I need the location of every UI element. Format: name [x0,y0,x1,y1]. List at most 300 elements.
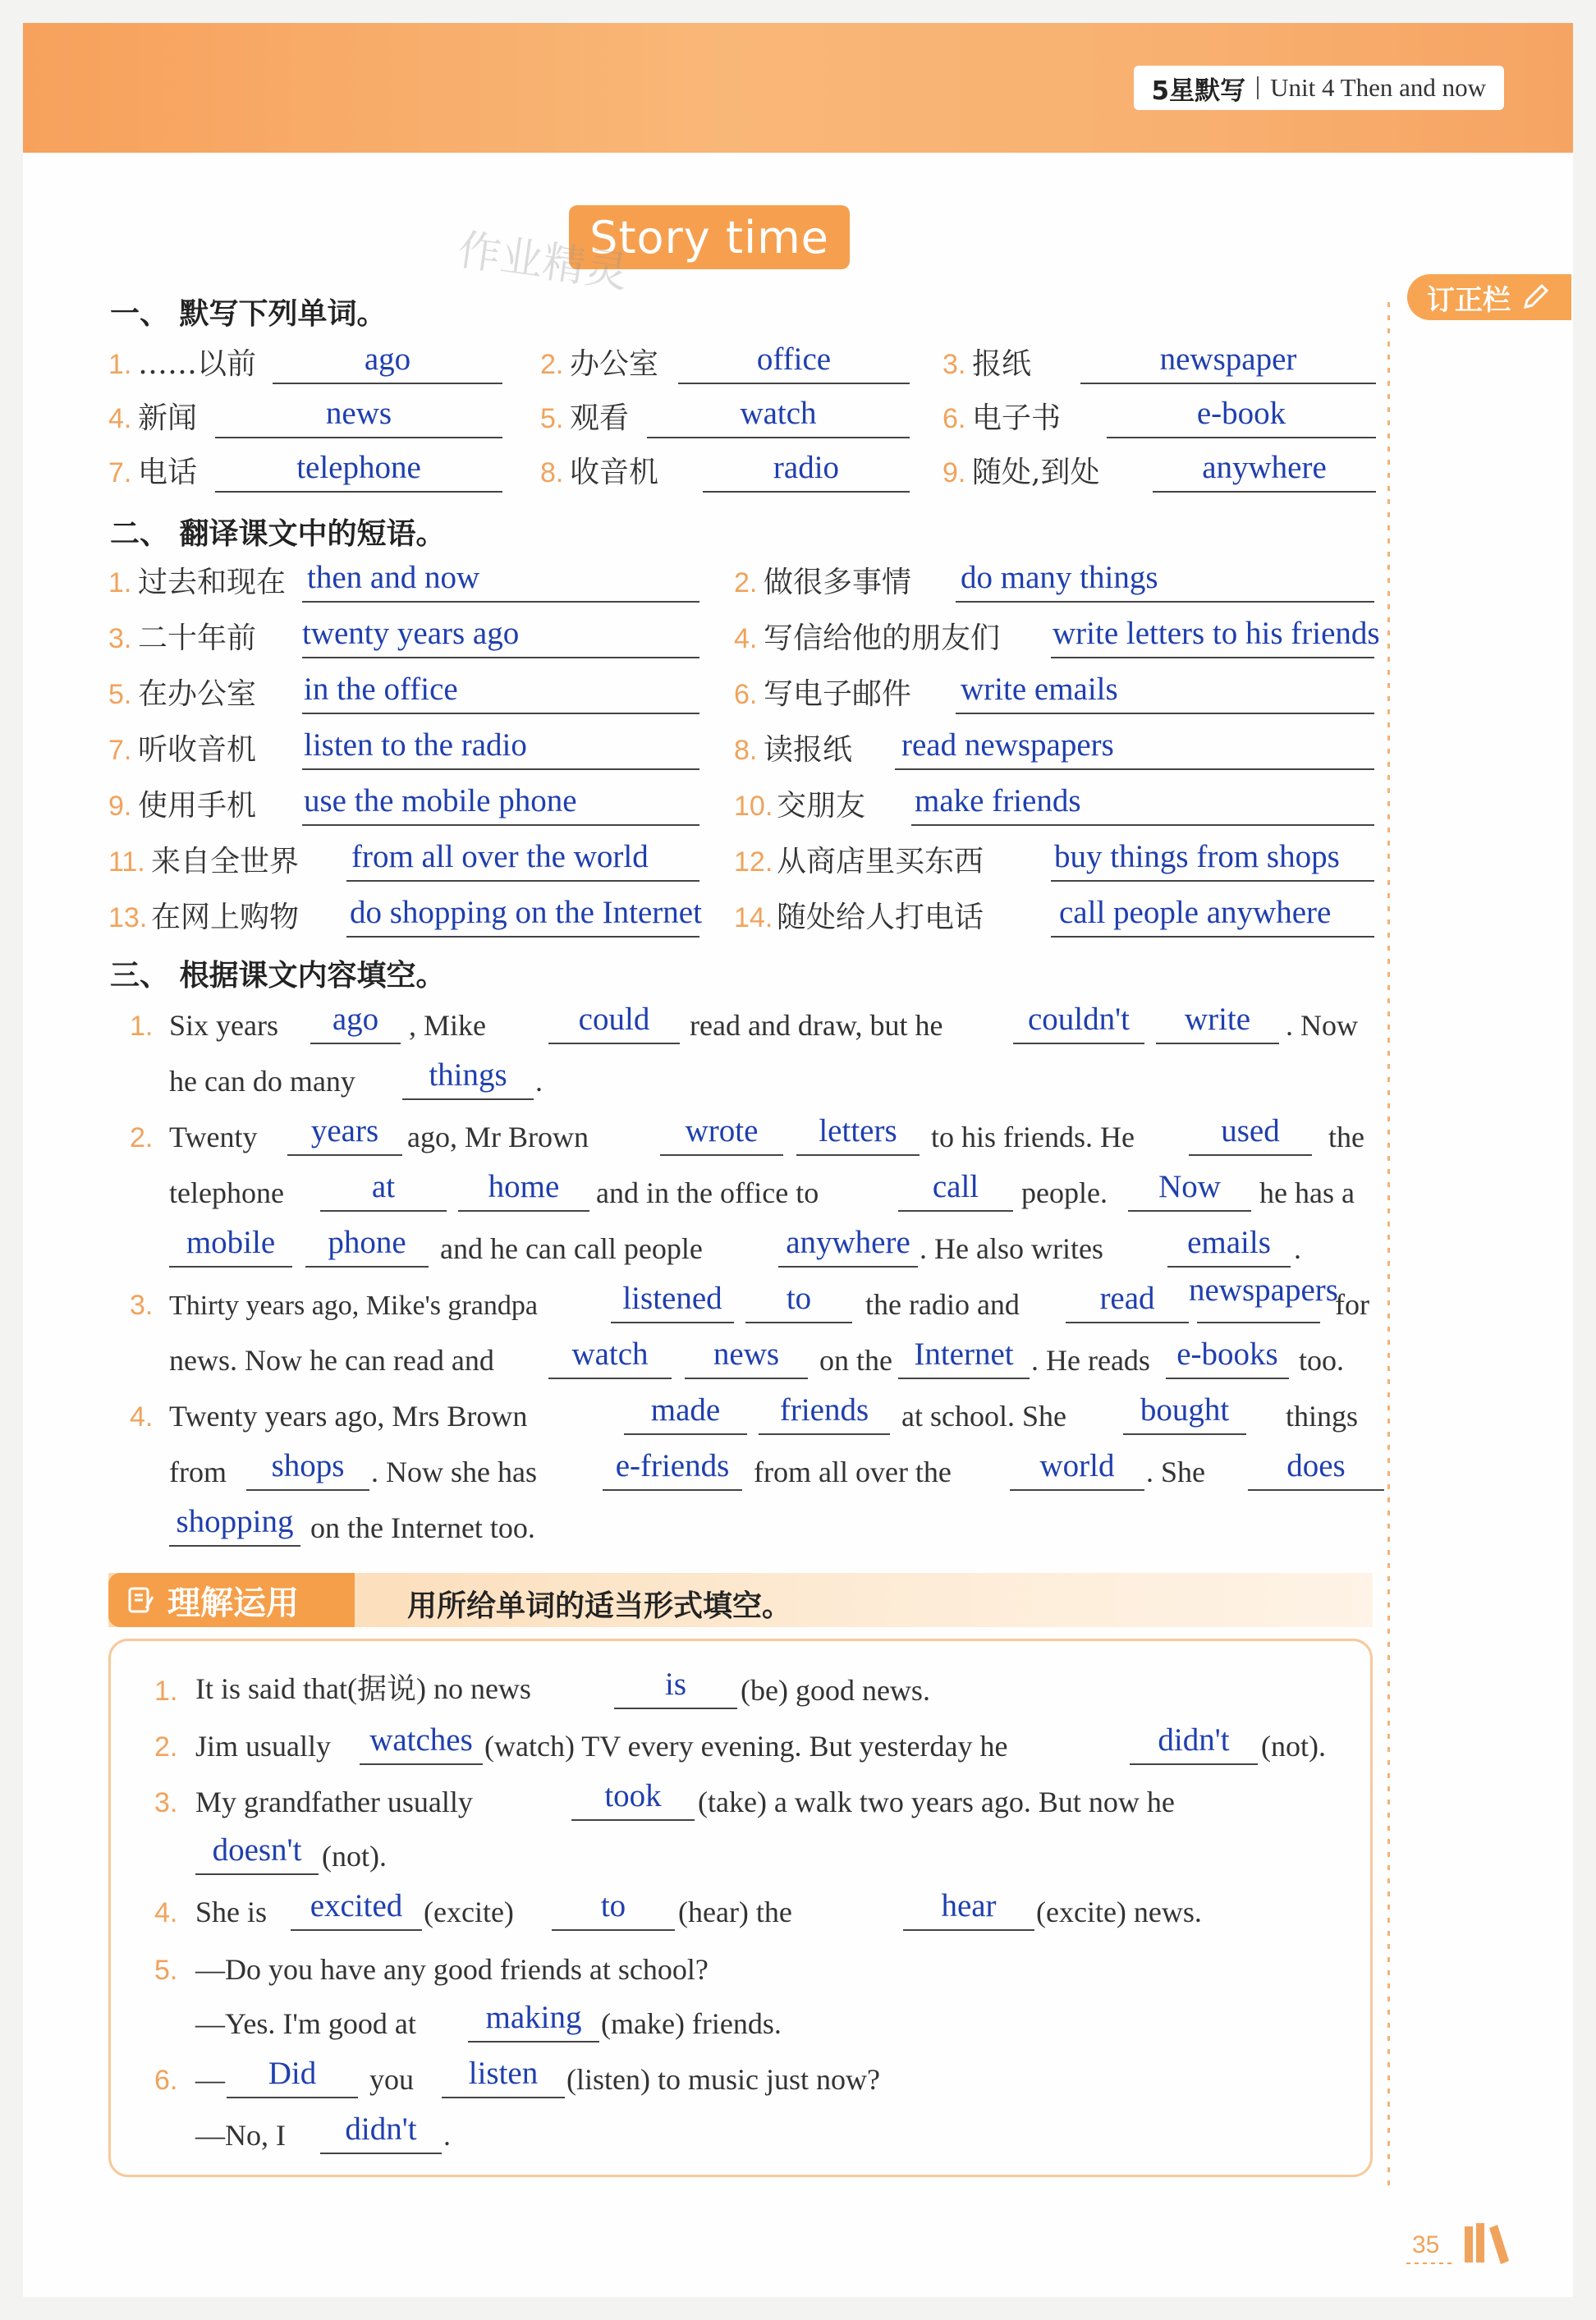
answer-line [1010,1489,1144,1491]
answer: watch [571,1337,649,1372]
phrase-item-9 [108,782,732,831]
text: to his friends. He [931,1121,1135,1153]
answer: didn't [345,2111,417,2147]
answer-line [1189,1154,1312,1156]
text: Jim usually [195,1730,332,1763]
header-tag [1134,66,1504,110]
answer-line [305,1266,429,1268]
word-item-3 [942,340,1386,389]
apply-q3-line2 [130,1827,1345,1880]
item-chinese: ……以前 [138,347,257,381]
answer: shops [271,1448,345,1483]
answer-line [895,768,1374,770]
header-unit: Unit 4 Then and now [1270,73,1486,102]
answer: ago [332,1002,379,1037]
answer-line [778,1266,918,1268]
answer: Did [268,2056,317,2091]
text: Twenty [169,1121,258,1153]
text: . [1294,1232,1301,1265]
answer: doesn't [212,1832,302,1868]
question-number: 4. [154,1897,178,1928]
question-number: 1. [154,1676,178,1707]
answer-line [1013,1043,1144,1044]
item-number: 9. [942,457,966,488]
page-number: 35 [1412,2231,1440,2258]
item-answer: do many things [961,560,1158,595]
answer: news [713,1337,780,1372]
item-answer: from all over the world [351,839,649,874]
answer-line [302,601,699,603]
item-number: 7. [108,735,132,766]
item-answer: newspaper [1159,342,1297,377]
text: on the Internet too. [310,1511,535,1544]
item-answer: listen to the radio [304,727,527,763]
question-number: 6. [154,2065,178,2096]
page-number-underline [1406,2263,1456,2264]
worksheet-page [23,23,1573,2297]
item-answer: radio [773,450,840,485]
phrase-item-13 [108,893,732,942]
answer-line [246,1489,369,1491]
question-number: 4. [130,1401,154,1433]
item-answer: make friends [915,783,1081,818]
answer-line [956,713,1374,714]
answer-line [287,1154,402,1156]
text: . He reads [1031,1344,1150,1377]
text: from [169,1456,227,1488]
answer-line [660,1154,783,1156]
answer-line [603,1489,742,1491]
answer: friends [779,1392,869,1428]
answer-line [227,2097,358,2098]
section2-title: 二、 翻译课文中的短语。 [110,517,446,551]
answer-line [759,1433,890,1435]
item-chinese: 从商店里买东西 [777,845,984,878]
text: . [535,1065,543,1098]
item-answer: read newspapers [901,727,1114,763]
answer-line [796,1154,920,1156]
item-number: 4. [734,623,758,654]
answer-line [346,880,699,882]
item-answer: in the office [304,672,458,707]
answer: listened [622,1281,722,1316]
answer: phone [328,1225,406,1260]
text: things [1286,1400,1359,1433]
apply-q1 [130,1662,1345,1714]
text: (hear) the [678,1896,792,1928]
answer-line [468,2041,599,2043]
item-chinese: 电话 [138,456,198,489]
word-item-6 [942,394,1386,443]
answer-line [898,1378,1030,1379]
phrase-item-2 [734,558,1383,608]
answer-line [1066,1322,1189,1323]
item-chinese: 做很多事情 [764,566,912,599]
question-number: 3. [130,1290,154,1321]
answer-line [1167,1266,1291,1268]
item-chinese: 办公室 [570,347,659,381]
answer-line [1051,657,1374,658]
question-number: 2. [154,1731,178,1763]
notebook-icon [125,1584,158,1616]
answer-line [320,1210,447,1212]
answer-line [898,1210,1013,1212]
answer: couldn't [1027,1002,1130,1037]
answer-line [548,1378,672,1379]
phrase-item-7 [108,726,732,775]
text: (watch) TV every evening. But yesterday he [484,1730,1008,1763]
answer: made [650,1392,721,1428]
answer-line [169,1266,292,1268]
text: —Do you have any good friends at school? [195,1953,709,1986]
item-number: 12. [734,846,773,878]
text: (not). [1261,1730,1326,1763]
answer: Internet [914,1337,1014,1372]
answer-line [1248,1489,1384,1491]
text: the radio and [865,1288,1020,1321]
answer-line [1128,1210,1251,1212]
word-item-1 [108,340,543,389]
answer: anywhere [786,1225,910,1260]
answer-line [302,657,699,658]
watermark: 作业精灵 [455,225,631,299]
correction-dotted-line [1387,302,1390,2190]
answer: bought [1140,1392,1230,1428]
text: ago, Mr Brown [407,1121,589,1153]
phrase-item-1 [108,558,732,608]
apply-instruction: 用所给单词的适当形式填空。 [407,1589,792,1623]
item-number: 2. [540,349,564,380]
word-item-7 [108,448,543,497]
answer-line [1051,936,1374,938]
question-number: 5. [154,1955,178,1986]
text: from all over the [754,1456,952,1488]
story-q3-line2 [130,1332,1386,1384]
answer-line [571,1819,695,1821]
item-number: 3. [108,623,132,654]
item-chinese: 使用手机 [138,789,257,823]
item-number: 4. [108,403,132,434]
answer: making [485,2000,582,2035]
answer: emails [1187,1225,1271,1260]
answer: things [429,1057,507,1093]
text: , Mike [409,1009,486,1042]
text: (take) a walk two years ago. But now he [698,1786,1175,1818]
answer-line [552,1929,675,1931]
answer-line [1107,437,1376,438]
item-number: 5. [540,403,564,434]
answer: wrote [685,1113,759,1149]
text: (not). [322,1840,387,1873]
question-number: 1. [130,1011,154,1042]
story-q1-line1 [130,997,1386,1049]
item-chinese: 听收音机 [138,733,257,767]
answer-line [1130,1763,1258,1765]
item-number: 10. [734,791,773,822]
story-q4-line2 [130,1443,1386,1496]
item-chinese: 写电子邮件 [764,677,912,711]
header-divider [1257,76,1259,99]
text: Six years [169,1009,278,1042]
text: people. [1021,1176,1108,1209]
text: on the [819,1344,892,1377]
text: (listen) to music just now? [566,2063,880,2096]
text: — [195,2063,225,2096]
item-answer: news [325,396,392,431]
text: . Now [1286,1009,1358,1042]
section1-title: 一、 默写下列单词。 [110,297,387,331]
answer-line [195,1873,319,1875]
correction-tab [1407,274,1571,320]
answer: could [578,1002,650,1037]
text: . Now she has [371,1456,537,1488]
answer: write [1184,1002,1251,1037]
answer: e-books [1176,1337,1278,1372]
apply-q6-line2 [130,2107,1345,2159]
answer-line [291,1929,422,1931]
item-number: 8. [734,735,758,766]
answer: to [600,1888,626,1923]
text: at school. She [901,1400,1066,1433]
item-answer: e-book [1196,396,1286,431]
story-q2-line1 [130,1108,1386,1161]
item-chinese: 写信给他的朋友们 [764,621,1001,655]
text: news. Now he can read and [169,1344,494,1377]
answer-line [310,1043,401,1044]
item-chinese: 二十年前 [138,621,257,655]
answer: years [310,1113,379,1149]
answer-line [911,824,1374,826]
answer: is [664,1667,686,1702]
item-answer: twenty years ago [302,616,520,651]
story-q2-line2 [130,1164,1386,1217]
answer: to [786,1281,812,1316]
text: (excite) [424,1896,514,1928]
text: he can do many [169,1065,355,1098]
item-chinese: 读报纸 [764,733,853,767]
text: he has a [1259,1176,1355,1209]
question-number: 3. [154,1787,178,1818]
item-answer: watch [740,396,817,431]
item-chinese: 过去和现在 [138,566,287,599]
answer-line [1051,880,1374,882]
answer: Now [1158,1169,1221,1204]
answer-line [458,1210,589,1212]
item-number: 5. [108,679,132,710]
text: (excite) news. [1036,1896,1202,1928]
item-number: 7. [108,457,132,488]
item-number: 13. [108,902,148,933]
answer-line [647,437,910,438]
item-answer: call people anywhere [1059,895,1332,930]
answer-line [346,936,699,938]
apply-q2 [130,1717,1345,1770]
word-item-5 [540,394,951,443]
text: (be) good news. [741,1674,930,1707]
answer-line [1153,491,1376,493]
answer-line [903,1929,1034,1931]
item-answer: write letters to his friends [1053,616,1380,651]
item-chinese: 来自全世界 [151,845,300,878]
item-chinese: 在网上购物 [151,901,300,934]
word-item-2 [540,340,951,389]
text: —No, I [195,2119,286,2152]
answer: mobile [186,1225,276,1260]
story-q4-line3 [130,1499,1386,1552]
text: the [1328,1121,1364,1153]
answer-line [1197,1322,1320,1323]
answer: does [1286,1448,1346,1483]
text: read and draw, but he [690,1009,943,1042]
item-answer: buy things from shops [1054,839,1340,874]
answer-line [678,383,910,384]
story-q3-line1 [130,1272,1386,1328]
answer-line [703,491,910,493]
apply-q5-line2 [130,1995,1345,2047]
item-chinese: 随处,到处 [972,456,1100,489]
answer-line [1080,383,1376,384]
item-answer: anywhere [1202,450,1327,485]
story-q4-line1 [130,1387,1386,1440]
answer-line [302,824,699,826]
answer-line [614,1708,737,1709]
apply-tag [108,1573,355,1627]
apply-q5-line1 [130,1941,1345,1993]
text: telephone [169,1176,284,1209]
text: Thirty years ago, Mike's grandpa [169,1291,538,1321]
apply-q6-line1 [130,2051,1345,2103]
answer: at [371,1169,396,1204]
text: My grandfather usually [195,1786,473,1818]
answer-line [1123,1433,1246,1435]
answer: shopping [176,1504,294,1539]
item-chinese: 报纸 [972,347,1032,381]
answer: newspapers [1189,1272,1338,1308]
answer-line [273,383,502,384]
answer-line [956,601,1374,603]
correction-tab-label: 订正栏 [1427,283,1511,317]
apply-q4 [130,1883,1345,1936]
answer-line [320,2153,442,2154]
answer-line [745,1322,852,1323]
answer-line [402,1098,534,1100]
item-number: 6. [942,403,966,434]
section3-title: 三、 根据课文内容填空。 [110,959,446,993]
answer-line [360,1763,483,1765]
phrase-item-3 [108,614,732,663]
answer-line [624,1433,747,1435]
item-chinese: 观看 [570,401,630,435]
item-number: 1. [108,349,132,380]
word-item-8 [540,448,951,497]
item-number: 6. [734,679,758,710]
item-answer: then and now [307,560,480,595]
answer-line [302,713,699,714]
apply-q3-line1 [130,1773,1345,1826]
text: and in the office to [596,1176,819,1209]
answer: used [1221,1113,1280,1149]
item-number: 3. [942,349,966,380]
answer: watches [369,1722,473,1758]
text: . She [1146,1456,1205,1488]
item-answer: office [756,342,832,377]
text: . He also writes [920,1232,1103,1265]
item-number: 9. [108,791,132,822]
answer: call [932,1169,979,1204]
answer: world [1039,1448,1115,1483]
word-item-4 [108,394,543,443]
item-answer: telephone [296,450,421,485]
text: too. [1299,1344,1345,1377]
phrase-item-10 [734,782,1383,831]
item-chinese: 新闻 [138,401,198,435]
text: and he can call people [440,1232,703,1265]
text: —Yes. I'm good at [195,2007,416,2040]
answer: took [604,1778,662,1813]
answer-line [685,1378,808,1379]
answer-line [215,437,502,438]
text: you [369,2063,414,2096]
item-number: 11. [108,846,145,878]
answer: hear [941,1888,997,1923]
item-number: 1. [108,567,132,598]
answer: didn't [1158,1722,1230,1758]
phrase-item-11 [108,837,732,887]
phrase-item-5 [108,670,732,719]
question-number: 2. [130,1122,154,1153]
answer-line [215,491,502,493]
answer-line [169,1545,300,1547]
answer: e-friends [615,1448,730,1483]
answer-line [302,768,699,770]
phrase-item-6 [734,670,1383,719]
answer-line [442,2097,565,2098]
phrase-item-4 [734,614,1383,663]
text: Twenty years ago, Mrs Brown [169,1400,528,1433]
word-item-9 [942,448,1386,497]
story-time-title: Story time [589,211,829,264]
answer-line [1156,1043,1279,1044]
pencil-icon [1519,281,1552,314]
answer: letters [819,1113,897,1149]
answer: read [1099,1281,1155,1316]
page-header [23,23,1573,153]
phrase-item-12 [734,837,1383,887]
item-chinese: 交朋友 [777,789,866,823]
story-q2-line3 [130,1220,1386,1272]
item-number: 8. [540,457,564,488]
item-answer: do shopping on the Internet [350,895,702,930]
story-q1-line2 [130,1052,1386,1105]
text: She is [195,1896,268,1928]
item-answer: write emails [961,672,1118,707]
answer-line [611,1322,734,1323]
text: It is said that(据说) no news [195,1672,531,1705]
item-chinese: 收音机 [570,456,659,489]
text: for [1335,1288,1369,1321]
answer-line [548,1043,680,1044]
item-number: 2. [734,567,758,598]
phrase-item-14 [734,893,1383,942]
item-chinese: 随处给人打电话 [777,901,984,934]
apply-tag-label: 理解运用 [167,1584,299,1622]
phrase-item-8 [734,726,1383,775]
answer: excited [310,1888,403,1923]
item-number: 14. [734,902,773,933]
item-chinese: 在办公室 [138,677,257,711]
answer: home [488,1169,560,1204]
item-answer: ago [364,342,411,377]
